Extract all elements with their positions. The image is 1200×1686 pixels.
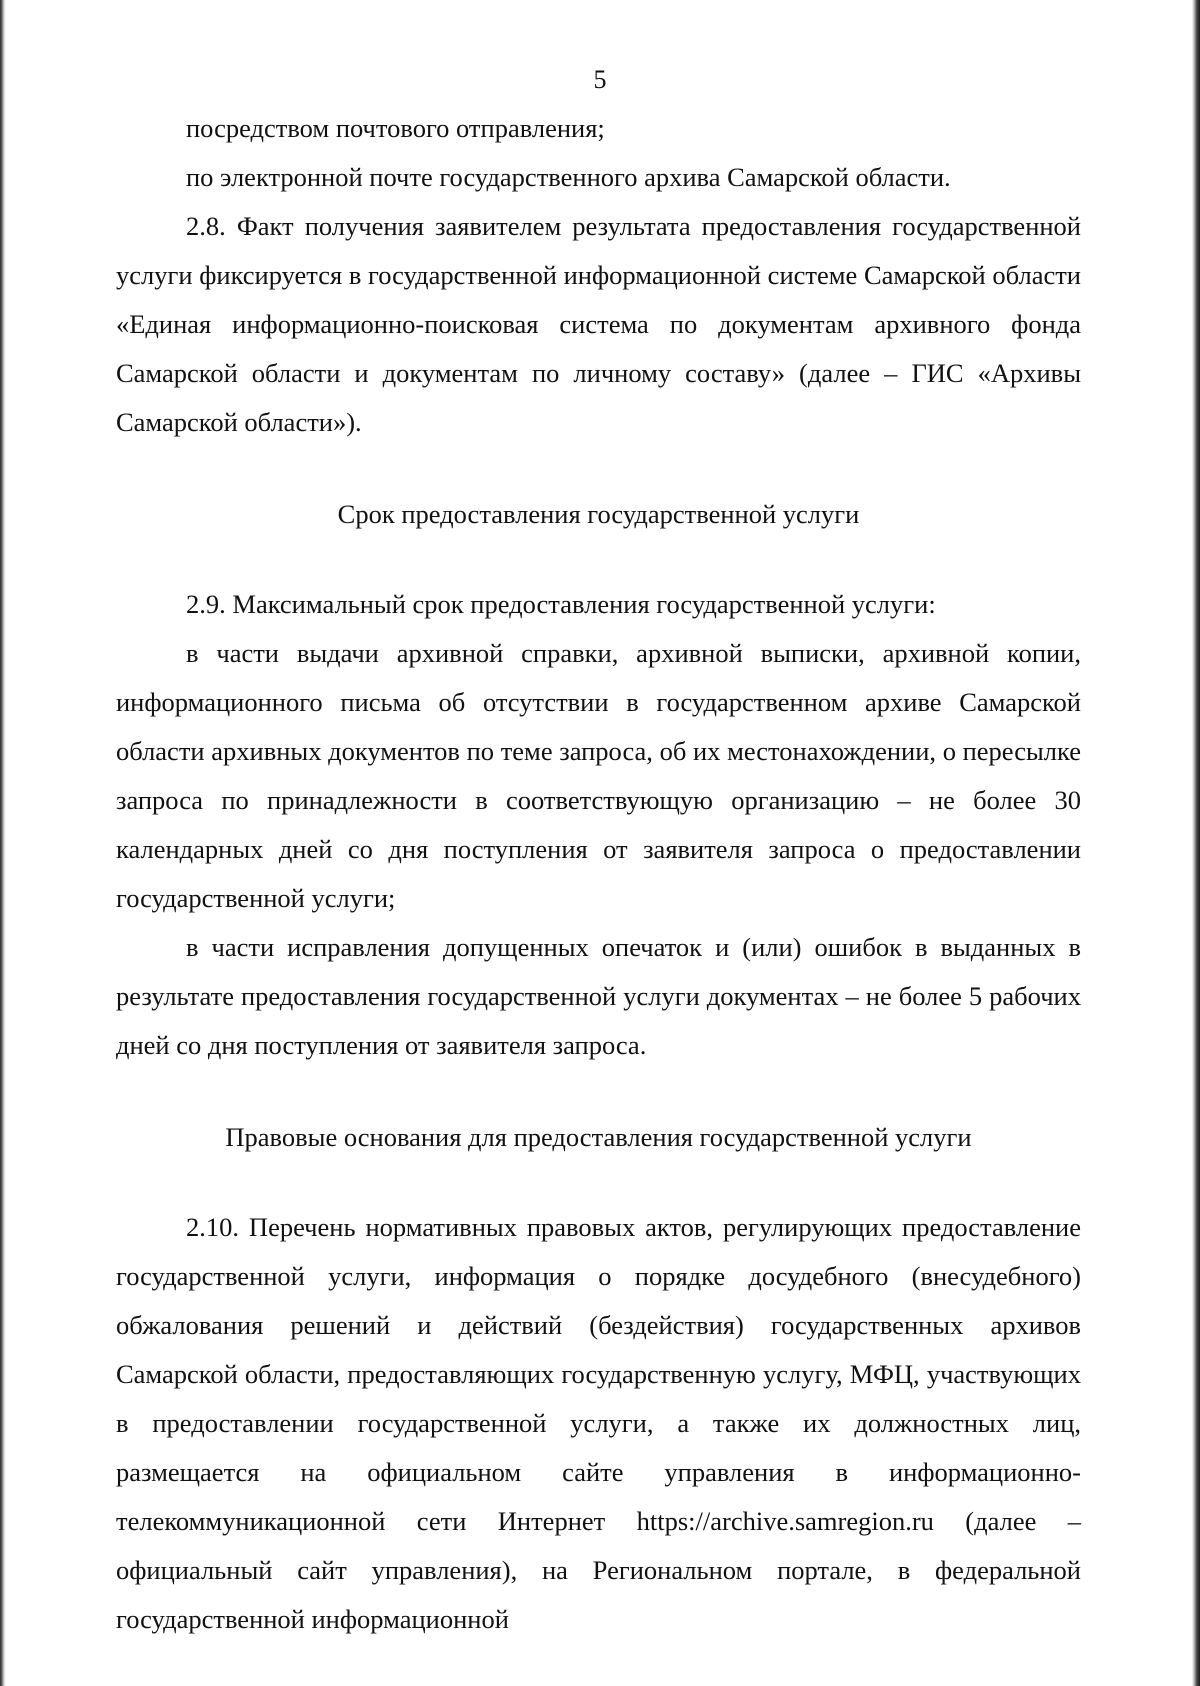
paragraph-2-9: 2.9. Максимальный срок предоставления государственной услуги: xyxy=(186,589,936,619)
paragraph-2-10: 2.10. Перечень нормативных правовых актов, регулирующих предоставление государственной услуги, информация о порядке досудебного (внесудебного) обжалования решений и действий (бездействия) государственных архивов Самарской области, предоставляющих государственную услугу, МФЦ, участвующих в предоставлении государственной услуги, а также их должностных лиц, размещается на официальном сайте управления в информационно-телекоммуникационной сети Интернет https://archive.samregion.ru (далее – официальный сайт управления), на Региональном портале, в федеральной государственной информационной xyxy=(116,1212,1081,1634)
paragraph: в части исправления допущенных опечаток и (или) ошибок в выданных в результате предоставления государственной услуги документах – не более 5 рабочих дней со дня поступления от заявителя запроса. xyxy=(116,932,1081,1060)
paragraph: посредством почтового отправления; xyxy=(186,113,605,143)
paragraph-2-8: 2.8. Факт получения заявителем результата предоставления государственной услуги фиксируется в государственной информационной системе Самарской области «Единая информационно-поисковая система по документам архивного фонда Самарской области и документам по личному составу» (далее – ГИС «Архивы Самарской области»). xyxy=(116,211,1081,437)
scan-edge-right xyxy=(1192,0,1200,1686)
section-heading: Правовые основания для предоставления государственной услуги xyxy=(225,1122,972,1152)
document-body xyxy=(116,104,1081,1644)
paragraph: по электронной почте государственного архива Самарской области. xyxy=(186,162,951,192)
paragraph: в части выдачи архивной справки, архивной выписки, архивной копии, информационного письма об отсутствии в государственном архиве Самарской области архивных документов по теме запроса, об их местонахождении, о пересылке запроса по принадлежности в соответствующую организацию – не более 30 календарных дней со дня поступления от заявителя запроса о предоставлении государственной услуги; xyxy=(116,638,1081,913)
section-heading: Срок предоставления государственной услуги xyxy=(337,499,860,529)
scan-edge-left xyxy=(0,0,6,1686)
page-number: 5 xyxy=(593,65,607,94)
